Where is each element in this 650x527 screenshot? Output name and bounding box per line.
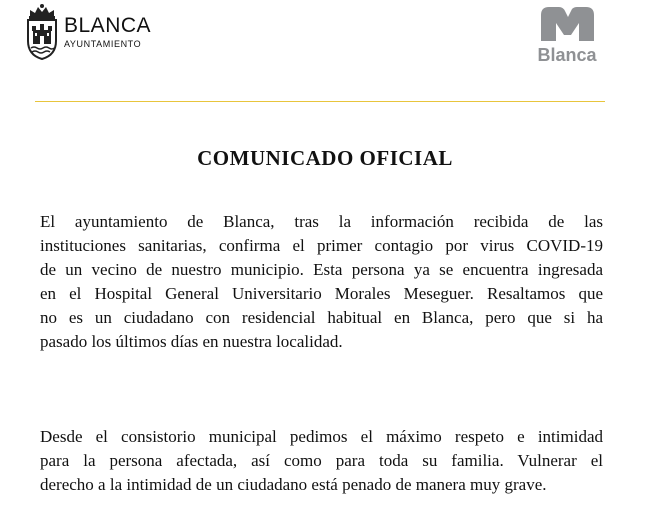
paragraph-line: para la persona afectada, así como para toda su familia. Vulnerar el bbox=[40, 451, 603, 470]
paragraph-line: de un vecino de nuestro municipio. Esta persona ya se encuentra ingresada bbox=[40, 260, 603, 279]
paragraph-line: instituciones sanitarias, confirma el primer contagio por virus COVID-19 bbox=[40, 236, 603, 255]
brand-name: BLANCA bbox=[64, 14, 152, 37]
blanca-logo bbox=[535, 5, 599, 70]
paragraph-line: no es un ciudadano con residencial habitual en Blanca, pero que si ha bbox=[40, 308, 603, 327]
coat-of-arms-icon bbox=[22, 3, 62, 61]
logo-wordmark: Blanca bbox=[537, 45, 597, 65]
document-title: COMUNICADO OFICIAL bbox=[197, 146, 453, 170]
paragraph-line: en el Hospital General Universitario Morales Meseguer. Resaltamos que bbox=[40, 284, 603, 303]
paragraph-2 bbox=[40, 425, 603, 497]
header-divider bbox=[35, 101, 605, 102]
paragraph-line: Desde el consistorio municipal pedimos el máximo respeto e intimidad bbox=[40, 427, 603, 446]
municipality-brand bbox=[64, 15, 151, 49]
paragraph-line: derecho a la intimidad de un ciudadano está penado de manera muy grave. bbox=[40, 475, 547, 494]
blanca-logo-icon bbox=[539, 5, 596, 43]
paragraph-1 bbox=[40, 210, 603, 354]
letterhead bbox=[0, 0, 650, 104]
paragraph-line: El ayuntamiento de Blanca, tras la información recibida de las bbox=[40, 212, 603, 231]
brand-subtitle: AYUNTAMIENTO bbox=[64, 39, 142, 49]
paragraph-line: pasado los últimos días en nuestra localidad. bbox=[40, 332, 343, 351]
